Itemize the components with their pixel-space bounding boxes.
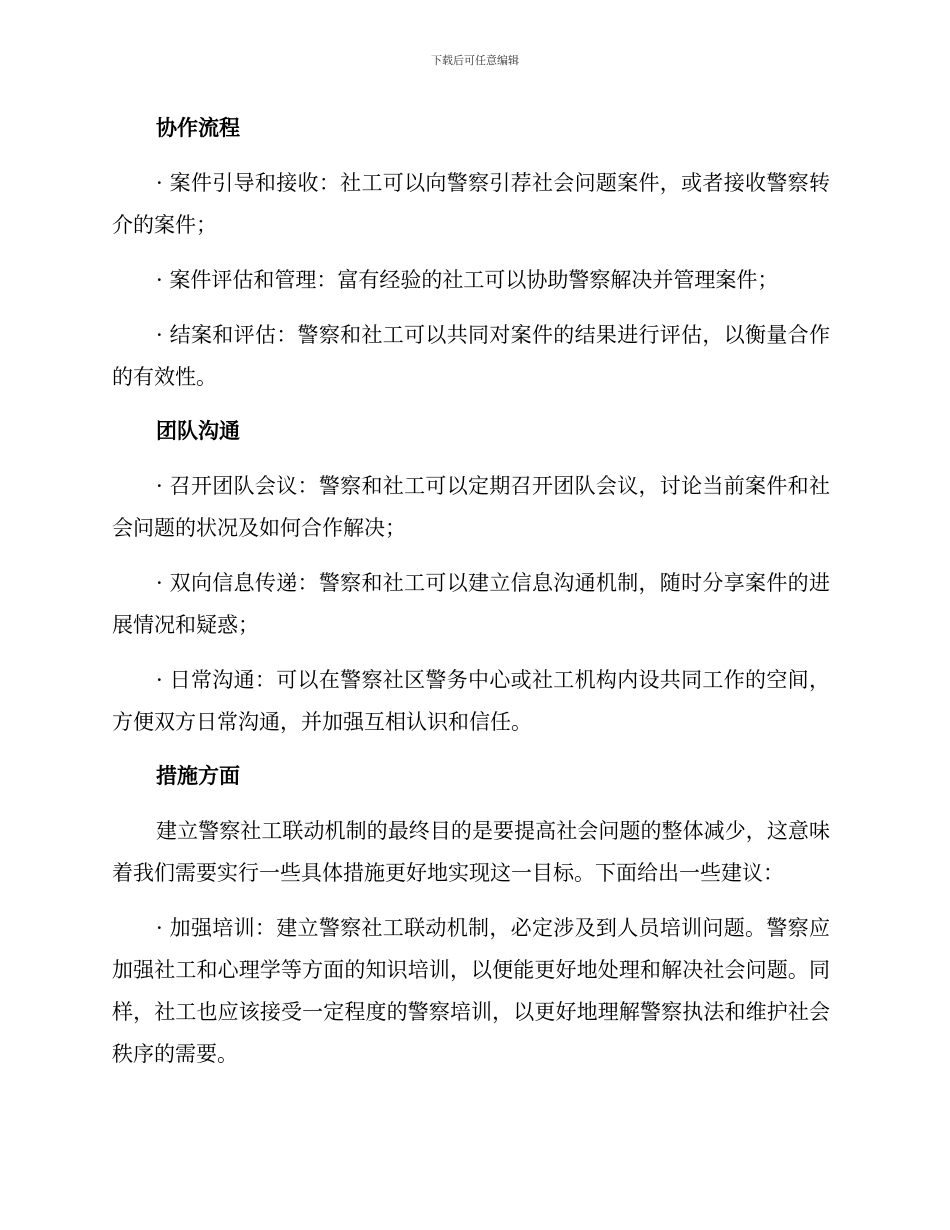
- bullet-paragraph: · 召开团队会议：警察和社工可以定期召开团队会议，讨论当前案件和社会问题的状况及如何合作解决；: [112, 474, 830, 540]
- bullet-paragraph: · 双向信息传递：警察和社工可以建立信息沟通机制，随时分享案件的进展情况和疑惑；: [112, 571, 830, 637]
- bullet-paragraph: · 案件引导和接收：社工可以向警察引荐社会问题案件，或者接收警察转介的案件；: [112, 171, 830, 237]
- bullet-paragraph: · 案件评估和管理：富有经验的社工可以协助警察解决并管理案件；: [156, 268, 779, 292]
- section-collaboration-process: [112, 108, 830, 411]
- section-heading: 团队沟通: [156, 418, 240, 443]
- bullet-paragraph: · 结案和评估：警察和社工可以共同对案件的结果进行评估，以衡量合作的有效性。: [112, 323, 830, 389]
- body-paragraph: 建立警察社工联动机制的最终目的是要提高社会问题的整体减少，这意味着我们需要实行一些具体措施更好地实现这一目标。下面给出一些建议：: [112, 819, 830, 885]
- section-team-communication: [112, 411, 830, 756]
- section-heading: 协作流程: [156, 115, 240, 140]
- section-measures: [112, 756, 830, 1075]
- section-heading: 措施方面: [156, 763, 240, 788]
- bullet-paragraph: · 日常沟通：可以在警察社区警务中心或社工机构内设共同工作的空间，方便双方日常沟通，并加强互相认识和信任。: [112, 668, 830, 734]
- page-header: 下载后可任意编辑: [431, 54, 519, 67]
- bullet-paragraph: · 加强培训：建立警察社工联动机制，必定涉及到人员培训问题。警察应加强社工和心理学等方面的知识培训，以便能更好地处理和解决社会问题。同样，社工也应该接受一定程度的警察培训，以更好地理解警察执法和维护社会秩序的需要。: [112, 916, 830, 1066]
- document-body: [112, 108, 830, 1075]
